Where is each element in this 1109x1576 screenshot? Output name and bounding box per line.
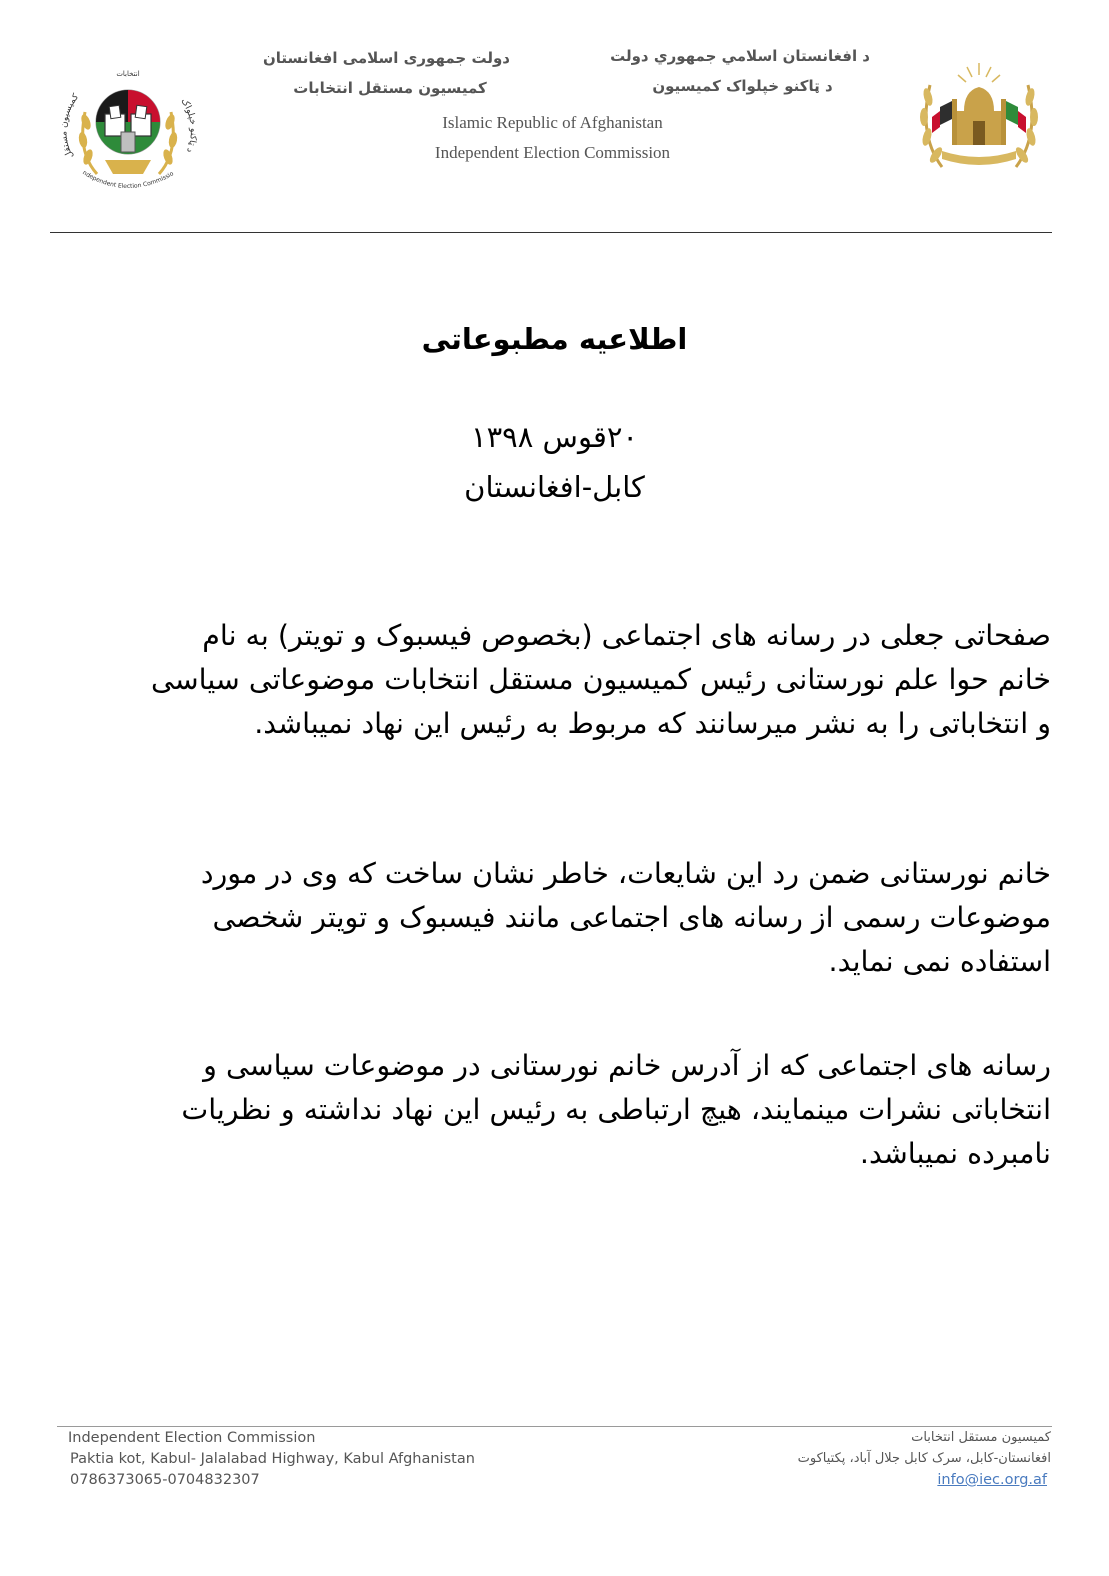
footer-org-name: Independent Election Commission (68, 1430, 316, 1446)
iec-logo-text-top: انتخابات (116, 70, 140, 78)
body-paragraph-1: صفحاتی جعلی در رسانه های اجتماعی (بخصوص فیسبوک و تویتر) به نام خانم حوا علم نورستانی رئیس کمیسیون مستقل انتخابات موضوعاتی سیاسی و انتخاباتی را به نشر میرسانند که مربوط به رئیس این نهاد نمیباشد. (151, 619, 1051, 740)
footer-fa-address: افغانستان-کابل، سرک کابل جلال آباد، پکتیاکوت (797, 1451, 1051, 1466)
iec-logo-text-left: کمیسیون مستقل (59, 92, 82, 160)
iec-logo-text-bottom: ndependent Election Commissio (81, 169, 175, 191)
header-fa-line-1: دولت جمهوری اسلامی افغانستان (262, 49, 510, 67)
afghanistan-emblem-icon (912, 55, 1046, 179)
header-divider (50, 232, 1052, 233)
header-ps-line-2: د ټاکنو خپلواک کمیسیون (652, 77, 833, 95)
footer-divider (57, 1426, 1052, 1427)
body-paragraph-3: رسانه های اجتماعی که از آدرس خانم نورستانی در موضوعات سیاسی و انتخاباتی نشرات مینمایند، هیچ ارتباطی به رئیس این نهاد نداشته و نظریات نامبرده نمیباشد. (181, 1049, 1051, 1170)
footer-phone: 0786373065-0704832307 (70, 1472, 260, 1488)
footer-email-link[interactable]: info@iec.org.af (937, 1472, 1047, 1488)
document-place: کابل-افغانستان (464, 470, 645, 504)
header-ps-line-1: د افغانستان اسلامي جمهوري دولت (610, 47, 870, 65)
footer-fa-org-name: کمیسیون مستقل انتخابات (911, 1430, 1051, 1445)
document-date: ۲۰قوس ۱۳۹۸ (471, 420, 638, 454)
header-en-line-1: Islamic Republic of Afghanistan (442, 113, 663, 132)
svg-text:کمیسیون مستقل (59, 92, 81, 160)
document-title: اطلاعیه مطبوعاتی (421, 322, 688, 356)
svg-text:د ټاکنو خپلواک (179, 96, 198, 154)
iec-logo-icon (55, 62, 201, 192)
iec-logo-text-right: د ټاکنو خپلواک (178, 96, 198, 154)
body-paragraph-2: خانم نورستانی ضمن رد این شایعات، خاطر نشان ساخت که وی در مورد موضوعات رسمی از رسانه های اجتماعی مانند فیسبوک و تویتر شخصی استفاده نمی نماید. (200, 857, 1051, 978)
header-en-line-2: Independent Election Commission (434, 143, 671, 162)
footer-address: Paktia kot, Kabul- Jalalabad Highway, Kabul Afghanistan (70, 1451, 475, 1467)
header-fa-line-2: کمیسیون مستقل انتخابات (293, 79, 487, 97)
